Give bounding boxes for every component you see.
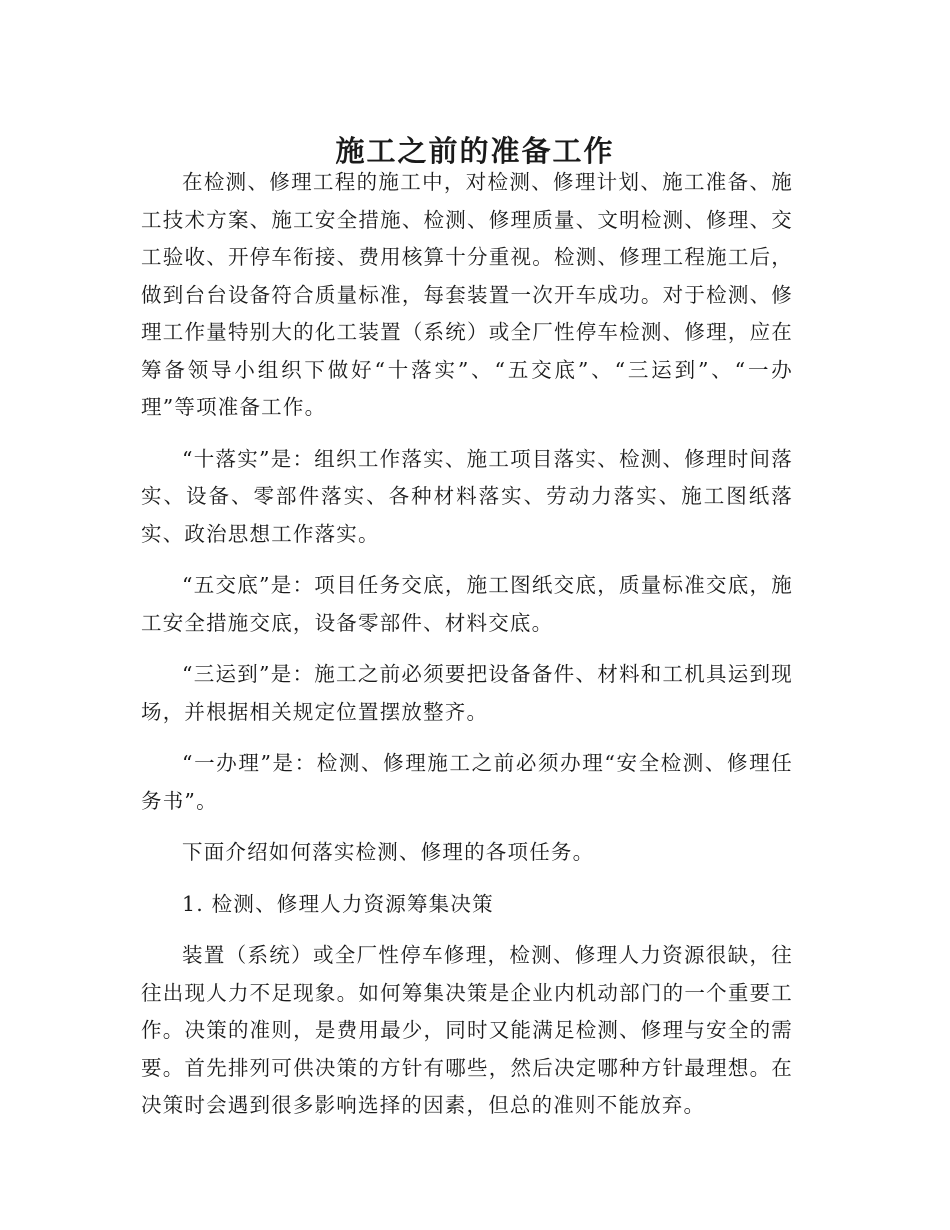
paragraph-one-procedure: “一办理”是：检测、修理施工之前必须办理“安全检测、修理任务书”。 bbox=[141, 751, 793, 813]
paragraph-five-briefings: “五交底”是：项目任务交底，施工图纸交底，质量标准交底，施工安全措施交底，设备零部件、材料交底。 bbox=[141, 573, 793, 635]
paragraph-following: 下面介绍如何落实检测、修理的各项任务。 bbox=[182, 840, 595, 864]
section-heading-1: 1. 检测、修理人力资源筹集决策 bbox=[182, 891, 494, 916]
document-body bbox=[141, 164, 793, 1139]
paragraph-intro: 在检测、修理工程的施工中，对检测、修理计划、施工准备、施工技术方案、施工安全措施、检测、修理质量、文明检测、修理、交工验收、开停车衔接、费用核算十分重视。检测、修理工程施工后，做到台台设备符合质量标准，每套装置一次开车成功。对于检测、修理工作量特别大的化工装置（系统）或全厂性停车检测、修理，应在筹备领导小组织下做好“十落实”、“五交底”、“三运到”、“一办理”等项准备工作。 bbox=[141, 170, 793, 419]
paragraph-three-deliveries: “三运到”是：施工之前必须要把设备备件、材料和工机具运到现场，并根据相关规定位置摆放整齐。 bbox=[141, 662, 793, 724]
document-title: 施工之前的准备工作 bbox=[335, 134, 615, 169]
paragraph-ten-implementations: “十落实”是：组织工作落实、施工项目落实、检测、修理时间落实、设备、零部件落实、各种材料落实、劳动力落实、施工图纸落实、政治思想工作落实。 bbox=[141, 446, 793, 546]
paragraph-hr-decision: 装置（系统）或全厂性停车修理，检测、修理人力资源很缺，往往出现人力不足现象。如何筹集决策是企业内机动部门的一个重要工作。决策的准则，是费用最少，同时又能满足检测、修理与安全的需要。首先排列可供决策的方针有哪些，然后决定哪种方针最理想。在决策时会遇到很多影响选择的因素，但总的准则不能放弃。 bbox=[141, 943, 793, 1117]
